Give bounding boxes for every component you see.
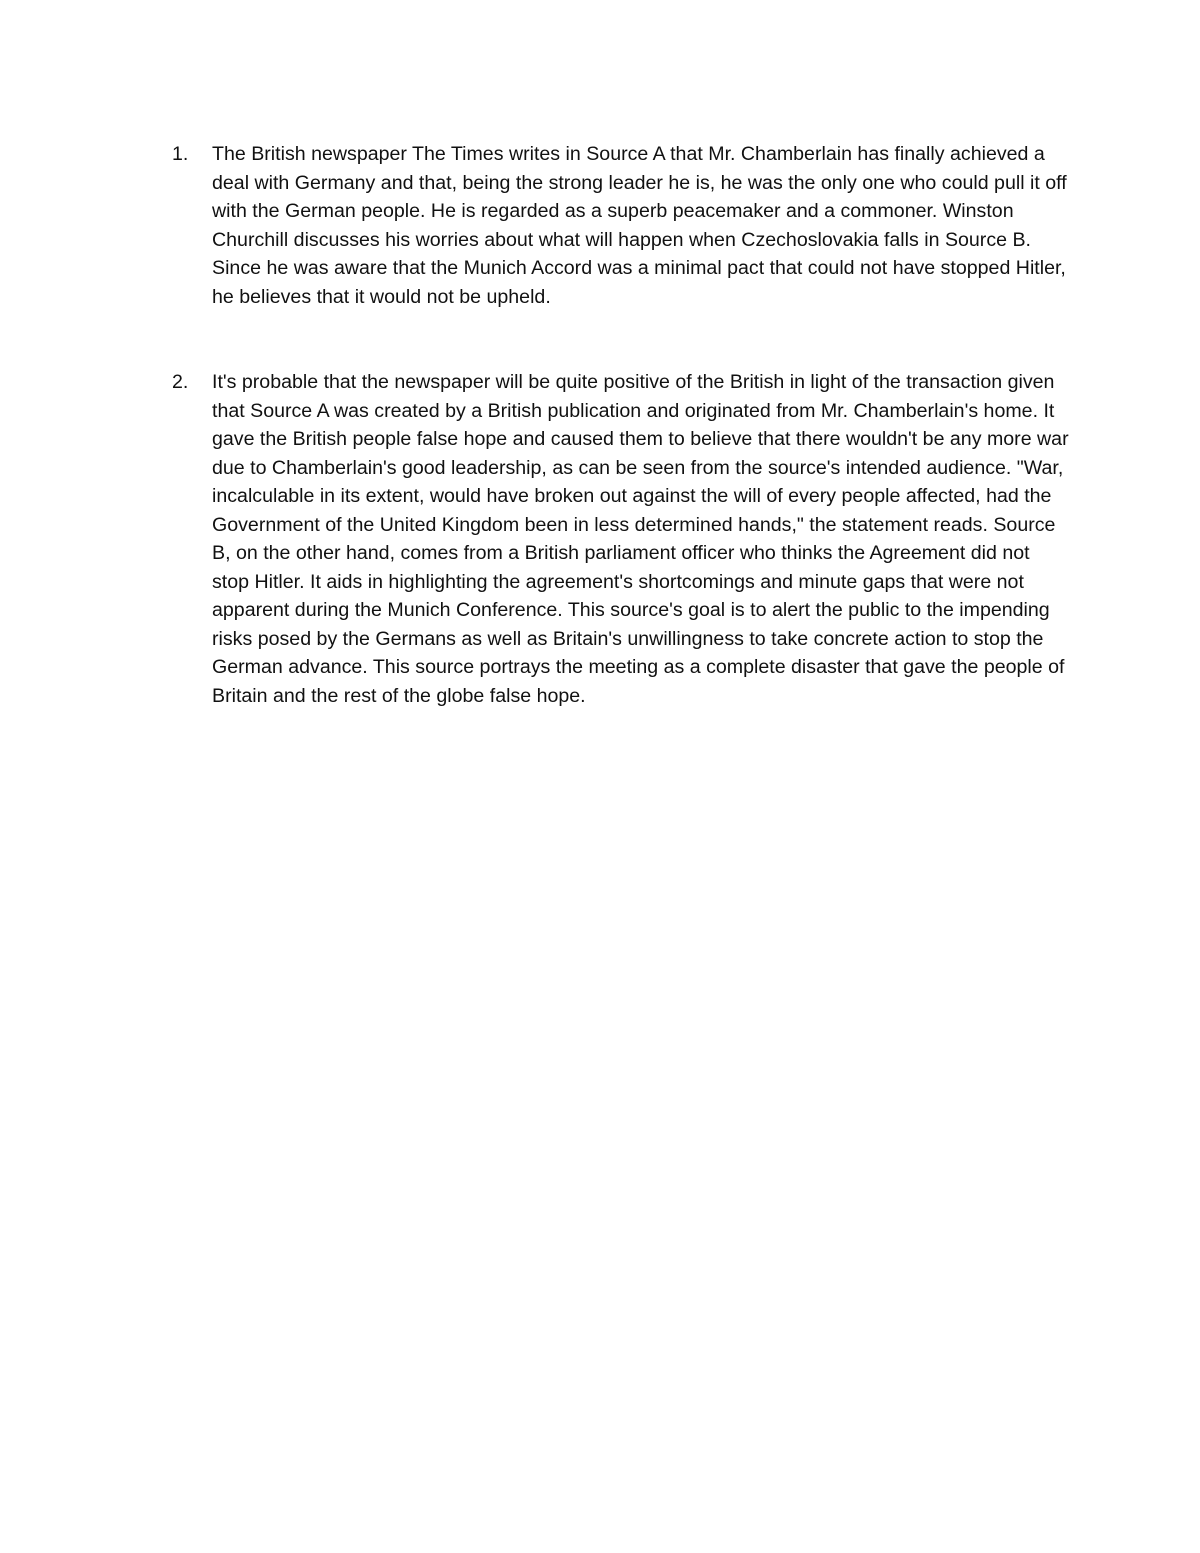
list-item-number: 2. <box>172 371 189 393</box>
list-item <box>172 140 1072 311</box>
list-item-text: It's probable that the newspaper will be quite positive of the British in light of the transaction given that Source A was created by a British publication and originated from Mr. Chamberlain's home. It gave the British people false hope and caused them to believe that there wouldn't be any more war due to Chamberlain's good leadership, as can be seen from the source's intended audience. "War, incalculable in its extent, would have broken out against the will of every people affected, had the Government of the United Kingdom been in less determined hands," the statement reads. Source B, on the other hand, comes from a British parliament officer who thinks the Agreement did not stop Hitler. It aids in highlighting the agreement's shortcomings and minute gaps that were not apparent during the Munich Conference. This source's goal is to alert the public to the impending risks posed by the Germans as well as Britain's unwillingness to take concrete action to stop the German advance. This source portrays the meeting as a complete disaster that gave the people of Britain and the rest of the globe false hope. <box>212 371 1069 707</box>
list-item <box>172 368 1072 710</box>
numbered-list <box>172 140 1072 710</box>
list-item-number: 1. <box>172 143 189 165</box>
list-item-text: The British newspaper The Times writes in Source A that Mr. Chamberlain has finally achieved a deal with Germany and that, being the strong leader he is, he was the only one who could pull it off with the German people. He is regarded as a superb peacemaker and a commoner. Winston Churchill discusses his worries about what will happen when Czechoslovakia falls in Source B. Since he was aware that the Munich Accord was a minimal pact that could not have stopped Hitler, he believes that it would not be upheld. <box>212 143 1067 308</box>
